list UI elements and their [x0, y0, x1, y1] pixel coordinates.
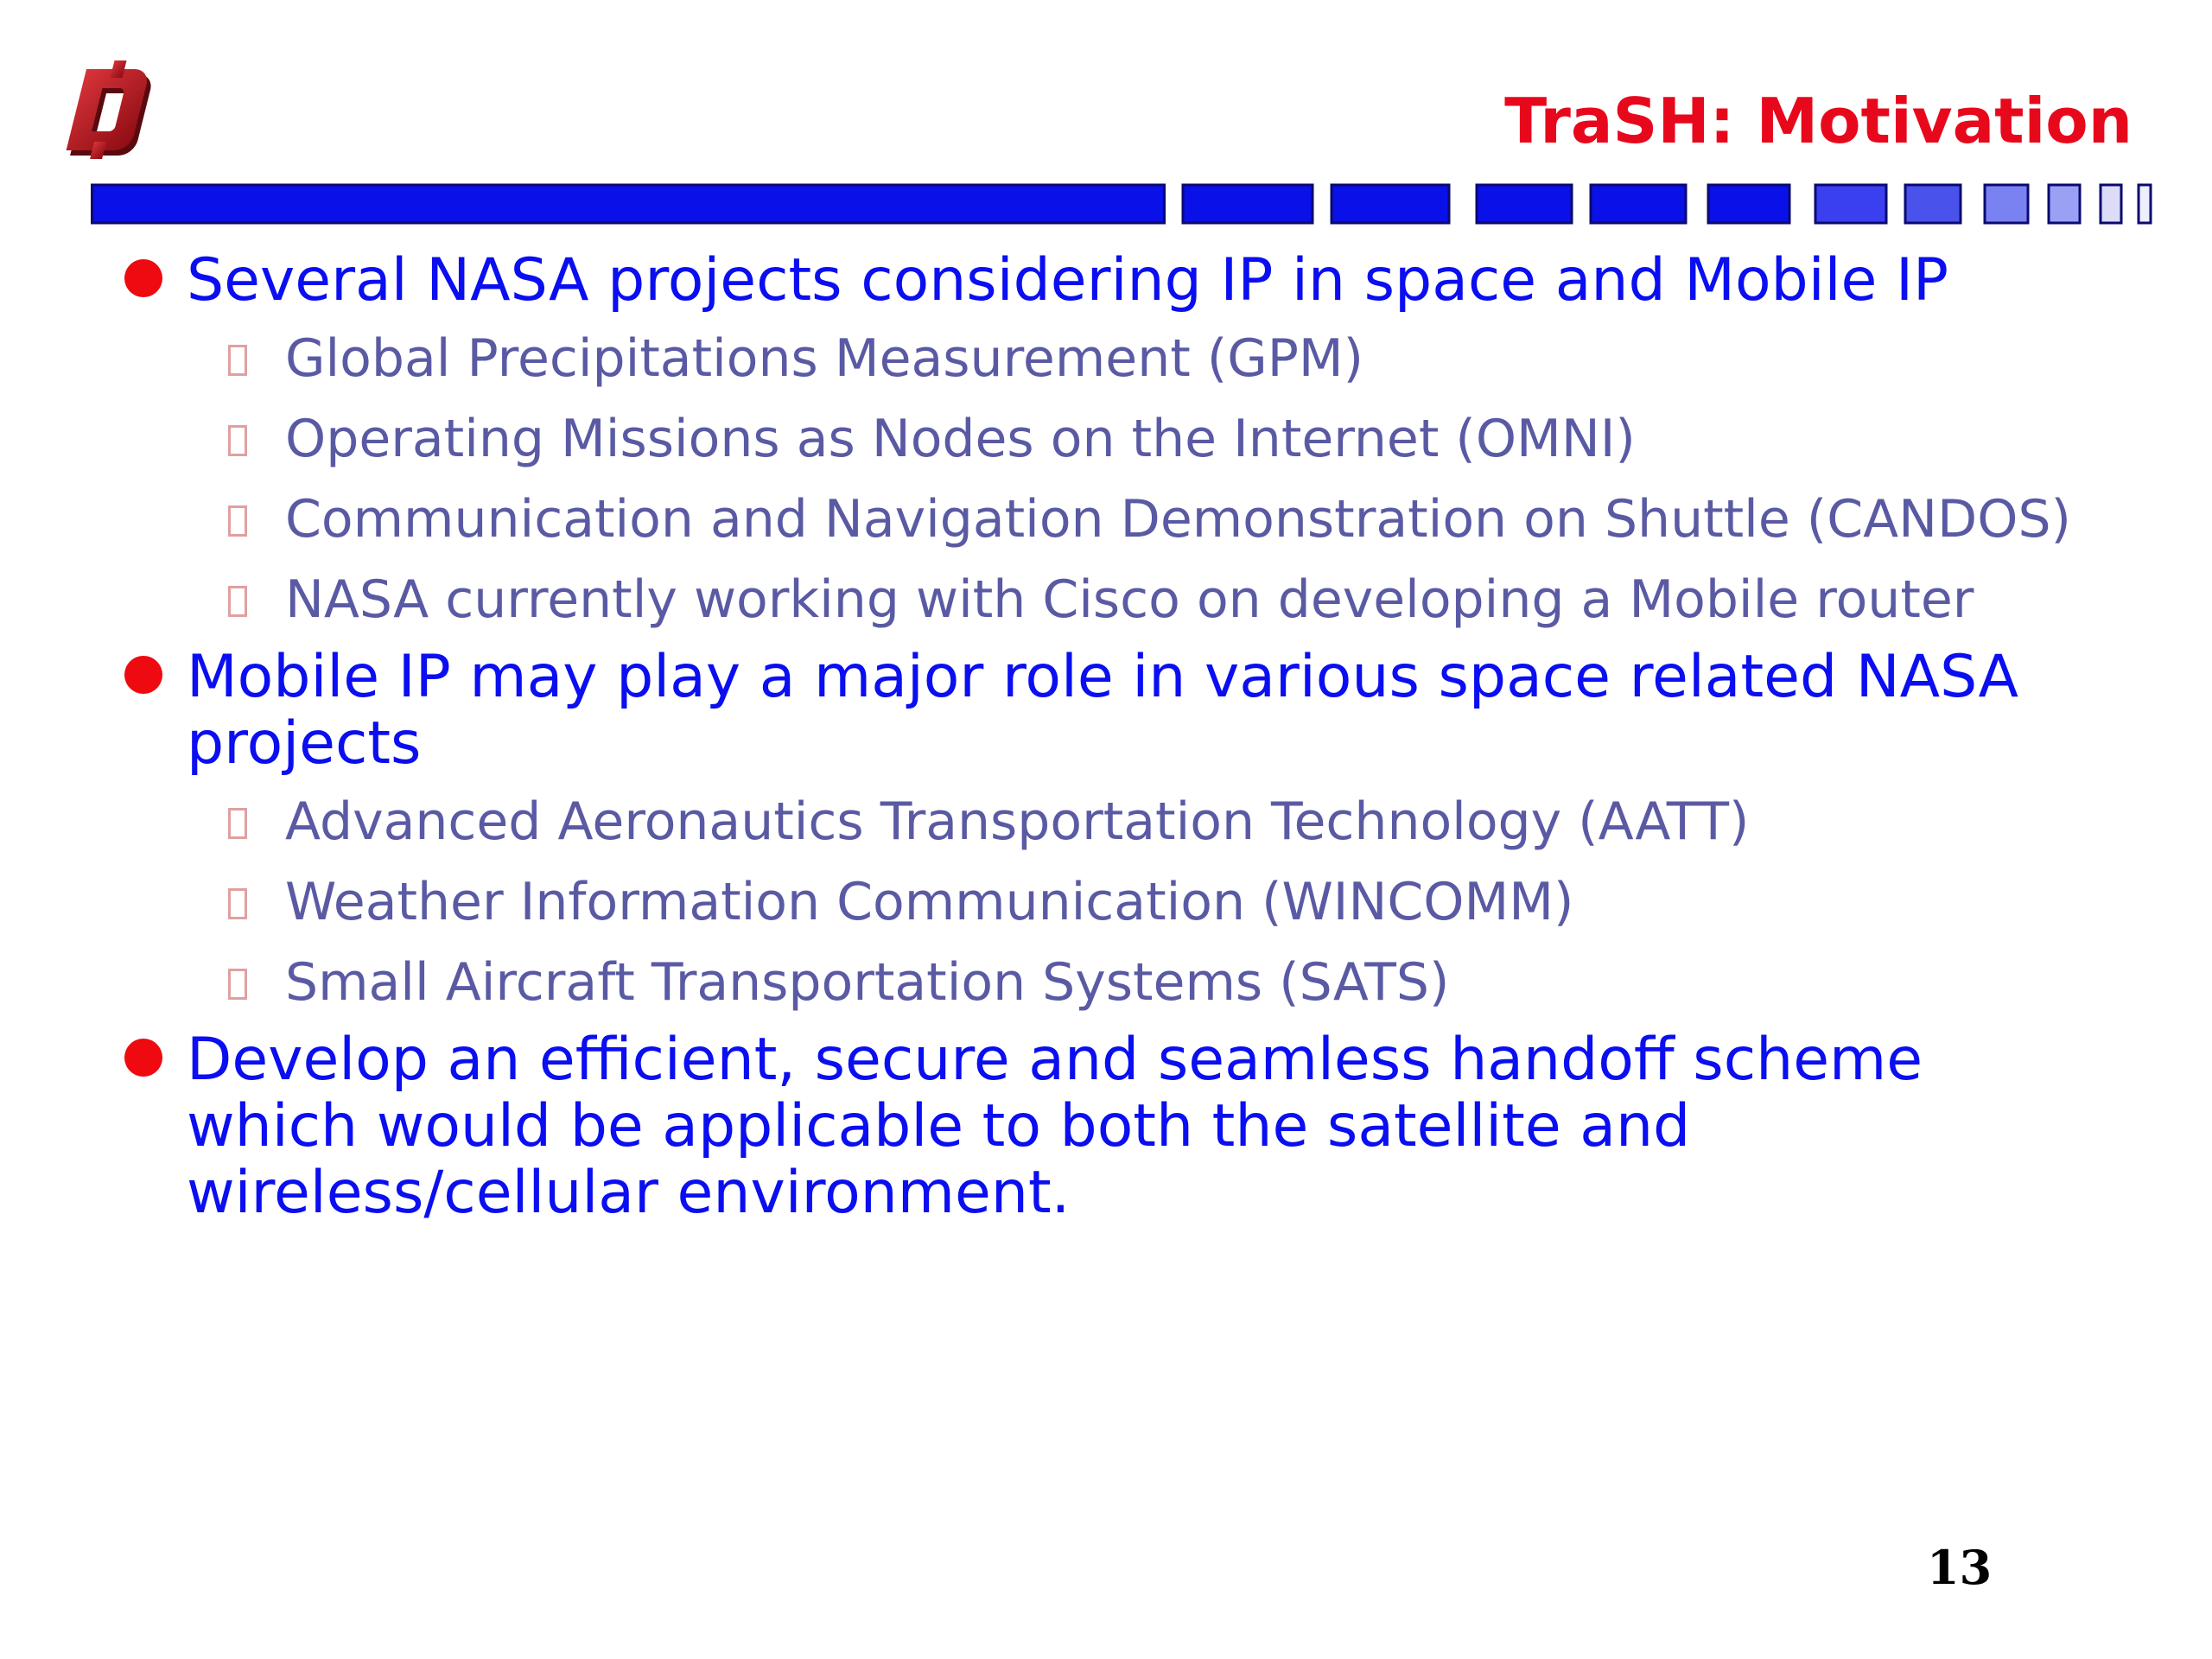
- sub-bullet-box-icon: [228, 345, 247, 376]
- sub-bullet-box-icon: [228, 425, 247, 456]
- sub-item: [121, 862, 2108, 943]
- sub-item: [121, 782, 2108, 862]
- sub-list: [121, 782, 2108, 1023]
- ou-logo-icon: [55, 55, 169, 169]
- sub-item-text: Weather Information Communication (WINCOMM): [285, 872, 1574, 932]
- sub-bullet-box-icon: [228, 969, 247, 1000]
- sub-item-text: Advanced Aeronautics Transportation Technology (AATT): [285, 791, 1750, 852]
- bullet-text: Develop an efficient, secure and seamless handoff scheme which would be applicable to both the satellite and wireless/cellular environment.: [187, 1026, 1923, 1227]
- bullet-item: [121, 644, 2108, 777]
- sub-item: [121, 480, 2108, 560]
- bullet-text: Several NASA projects considering IP in space and Mobile IP: [187, 246, 1949, 315]
- page-number: 13: [1927, 1540, 1993, 1595]
- bullet-dot-icon: [124, 259, 162, 297]
- divider-segment: [2101, 185, 2121, 223]
- sub-item: [121, 560, 2108, 640]
- slide-title: TraSH: Motivation: [1504, 85, 2133, 157]
- bullet-block: [121, 247, 2108, 640]
- divider-segment: [1183, 185, 1313, 223]
- sub-item: [121, 319, 2108, 399]
- bullet-dot-icon: [124, 656, 162, 694]
- sub-bullet-box-icon: [228, 505, 247, 537]
- bullet-block: [121, 644, 2108, 1023]
- sub-list: [121, 319, 2108, 640]
- divider-segment: [1985, 185, 2028, 223]
- sub-item: [121, 943, 2108, 1023]
- divider-segment: [1477, 185, 1572, 223]
- divider-segment: [1815, 185, 1886, 223]
- sub-item-text: Global Precipitations Measurement (GPM): [285, 328, 1364, 389]
- sub-item-text: NASA currently working with Cisco on developing a Mobile router: [285, 569, 1974, 630]
- divider-segment: [1708, 185, 1789, 223]
- bullet-dot-icon: [124, 1039, 162, 1077]
- bullet-item: [121, 247, 2108, 314]
- sub-item-text: Small Aircraft Transportation Systems (SATS): [285, 952, 1450, 1013]
- slide-content: [121, 247, 2108, 1230]
- sub-item-text: Communication and Navigation Demonstration on Shuttle (CANDOS): [285, 489, 2071, 550]
- sub-bullet-box-icon: [228, 808, 247, 839]
- divider-segment: [2049, 185, 2080, 223]
- divider-segment: [1332, 185, 1449, 223]
- divider-segment: [1591, 185, 1686, 223]
- divider-segment: [2139, 185, 2151, 223]
- divider-segment: [92, 185, 1165, 223]
- bullet-text: Mobile IP may play a major role in various space related NASA projects: [187, 643, 2019, 778]
- bullet-block: [121, 1027, 2108, 1226]
- title-divider-bar: [91, 183, 2154, 226]
- sub-item-text: Operating Missions as Nodes on the Internet (OMNI): [285, 409, 1636, 469]
- sub-item: [121, 399, 2108, 480]
- divider-segment: [1905, 185, 1961, 223]
- sub-bullet-box-icon: [228, 888, 247, 919]
- bullet-item: [121, 1027, 2108, 1226]
- sub-bullet-box-icon: [228, 586, 247, 617]
